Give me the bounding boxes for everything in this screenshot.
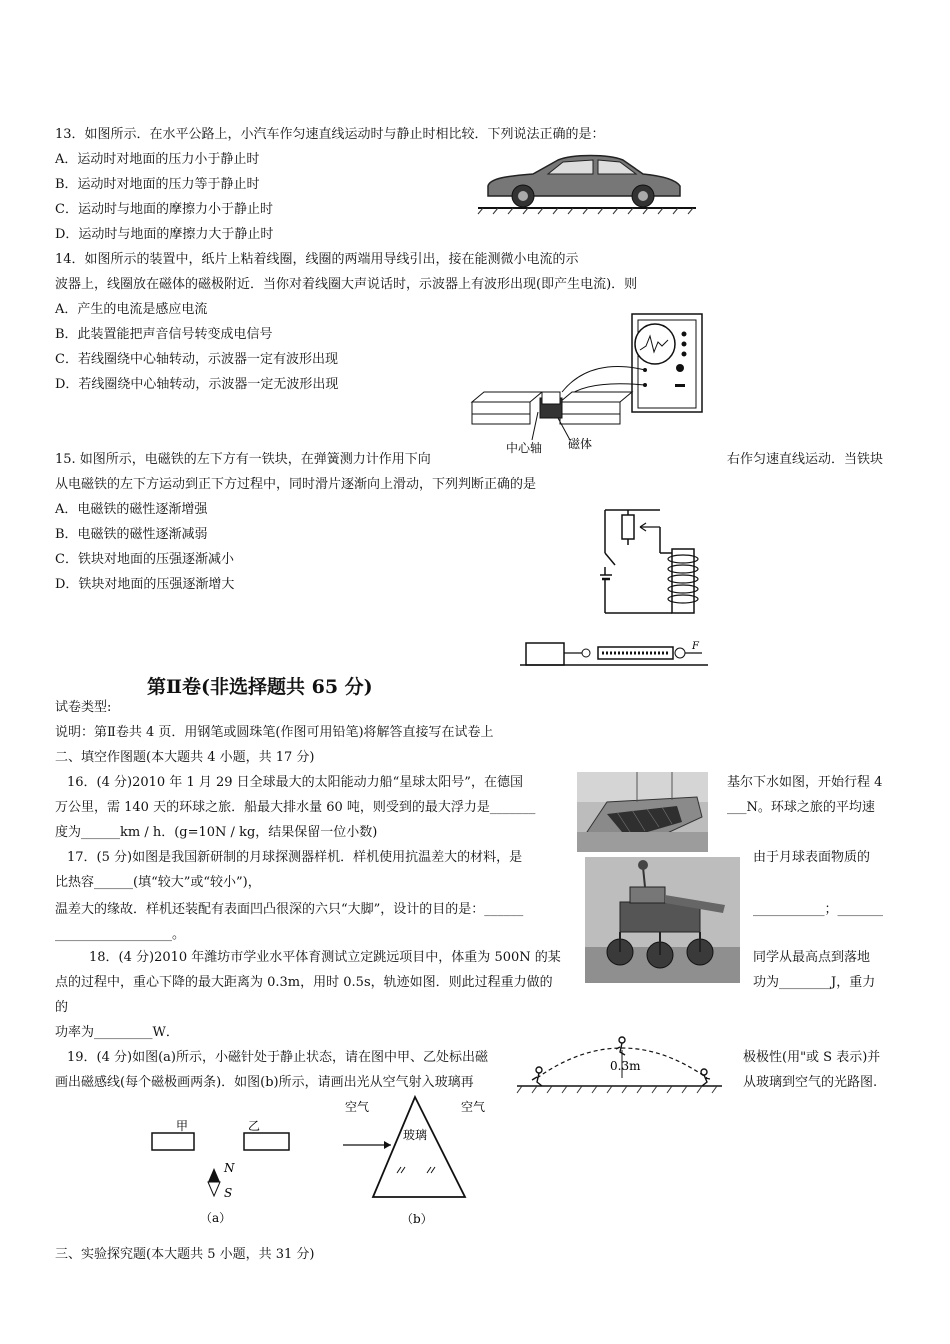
q17-line2: 比热容______(填“较大”或“较小”)， <box>55 875 261 890</box>
q16-line1a: 16．(4 分)2010 年 1 月 29 日全球最大的太阳能动力船“星球太阳号”，在德国 <box>67 775 523 790</box>
label-glass: 玻璃 <box>403 1128 428 1142</box>
q13-stem: 13．如图所示．在水平公路上，小汽车作匀速直线运动时与静止时相比较．下列说法正确的是： <box>55 127 605 142</box>
q19-line2b: 从玻璃到空气的光路图. <box>743 1075 878 1090</box>
q14-stem-line1: 14．如图所示的装置中，纸片上粘着线圈，线圈的两端用导线引出，接在能测微小电流的示 <box>55 252 579 267</box>
q18-line2b: 功为________J，重力 <box>753 975 876 990</box>
solar-boat-photo <box>577 772 708 852</box>
svg-text:F: F <box>692 641 699 652</box>
q13-option-a: A．运动时对地面的压力小于静止时 <box>55 152 260 167</box>
electromagnet-circuit-figure <box>600 505 710 620</box>
label-s: S <box>224 1186 233 1200</box>
q17-line1a: 17．(5 分)如图是我国新研制的月球探测器样机．样机使用抗温差大的材料，是 <box>67 850 523 865</box>
label-jia: 甲 <box>176 1119 189 1133</box>
oscilloscope-figure <box>472 312 712 462</box>
spring-scale-figure <box>520 635 710 670</box>
label-yi: 乙 <box>248 1119 261 1133</box>
label-n: N <box>224 1161 235 1175</box>
q14-stem-line2: 波器上，线圈放在磁体的磁极附近．当你对着线圈大声说话时，示波器上有波形出现(即产生电流)．则 <box>55 277 638 292</box>
figure-a-magnets <box>148 1110 298 1230</box>
q15-option-b: B．电磁铁的磁性逐渐减弱 <box>55 527 208 542</box>
caption-b: （b） <box>401 1212 433 1226</box>
label-air-right: 空气 <box>461 1100 486 1114</box>
q19-line1b: 极极性(用"或 S 表示)并 <box>743 1050 881 1065</box>
section2-heading: 二、填空作图题(本大题共 4 小题，共 17 分) <box>55 750 315 765</box>
q18-line1b: 同学从最高点到落地 <box>753 950 871 965</box>
q17-line1b: 由于月球表面物质的 <box>753 850 871 865</box>
q15-stem-line2: 从电磁铁的左下方运动到正下方过程中，同时滑片逐渐向上滑动，下列判断正确的是 <box>55 477 537 492</box>
paper-type: 试卷类型: <box>55 700 112 715</box>
q15-stem-line1a: 15. 如图所示，电磁铁的左下方有一铁块，在弹簧测力计作用下向 <box>55 452 431 467</box>
caption-a: （a） <box>200 1211 232 1225</box>
q14-option-a: A．产生的电流是感应电流 <box>55 302 208 317</box>
q17-line4: __________________。 <box>55 927 186 942</box>
figure-b-prism <box>335 1095 505 1230</box>
lunar-rover-photo <box>585 857 740 983</box>
label-center-axis: 中心轴 <box>506 441 543 455</box>
q18-line3: 的 <box>55 1000 69 1015</box>
q14-option-d: D．若线圈绕中心轴转动，示波器一定无波形出现 <box>55 377 339 392</box>
section3-heading: 三、实验探究题(本大题共 5 小题，共 31 分) <box>55 1247 315 1262</box>
section2-note: 说明：第Ⅱ卷共 4 页．用钢笔或圆珠笔(作图可用铅笔)将解答直接写在试卷上 <box>55 725 494 740</box>
label-magnet: 磁体 <box>568 437 593 451</box>
q13-option-b: B．运动时对地面的压力等于静止时 <box>55 177 260 192</box>
q16-line3: 度为______km / h．(g=10N / kg，结果保留一位小数) <box>55 825 378 840</box>
q16-line1b: 基尔下水如图，开始行程 4 <box>727 775 883 790</box>
q16-line2b: ___N。环球之旅的平均速 <box>727 800 875 815</box>
q17-line3a: 温差大的缘故．样机还装配有表面凹凸很深的六只“大脚”，设计的目的是：______ <box>55 902 524 917</box>
q15-option-d: D．铁块对地面的压强逐渐增大 <box>55 577 235 592</box>
q17-line3b: ___________；_______ <box>753 902 884 917</box>
q19-line2a: 画出磁感线(每个磁极画两条)．如图(b)所示，请画出光从空气射入玻璃再 <box>55 1075 474 1090</box>
q16-line2a: 万公里，需 140 天的环球之旅．船最大排水量 60 吨，则受到的最大浮力是_______ <box>55 800 536 815</box>
label-height: 0.3m <box>610 1059 641 1073</box>
q18-line4: 功率为_________W． <box>55 1025 179 1040</box>
section2-title: 第Ⅱ卷(非选择题共 65 分) <box>147 676 373 698</box>
q15-option-a: A．电磁铁的磁性逐渐增强 <box>55 502 208 517</box>
long-jump-figure <box>512 1030 727 1095</box>
label-air-left: 空气 <box>345 1100 370 1114</box>
q14-option-b: B．此装置能把声音信号转变成电信号 <box>55 327 273 342</box>
q13-option-c: C．运动时与地面的摩擦力小于静止时 <box>55 202 273 217</box>
q15-stem-line1b: 右作匀速直线运动．当铁块 <box>727 452 884 467</box>
car-figure <box>478 148 698 218</box>
q18-line1a: 18．(4 分)2010 年潍坊市学业水平体育测试立定跳远项目中，体重为 500N 的某 <box>89 950 561 965</box>
q13-option-d: D．运动时与地面的摩擦力大于静止时 <box>55 227 274 242</box>
q18-line2a: 点的过程中，重心下降的最大距离为 0.3m，用时 0.5s，轨迹如图．则此过程重力做的 <box>55 975 553 990</box>
q19-line1a: 19．(4 分)如图(a)所示，小磁针处于静止状态，请在图中甲、乙处标出磁 <box>67 1050 488 1065</box>
q14-option-c: C．若线圈绕中心轴转动，示波器一定有波形出现 <box>55 352 338 367</box>
q15-option-c: C．铁块对地面的压强逐渐减小 <box>55 552 234 567</box>
